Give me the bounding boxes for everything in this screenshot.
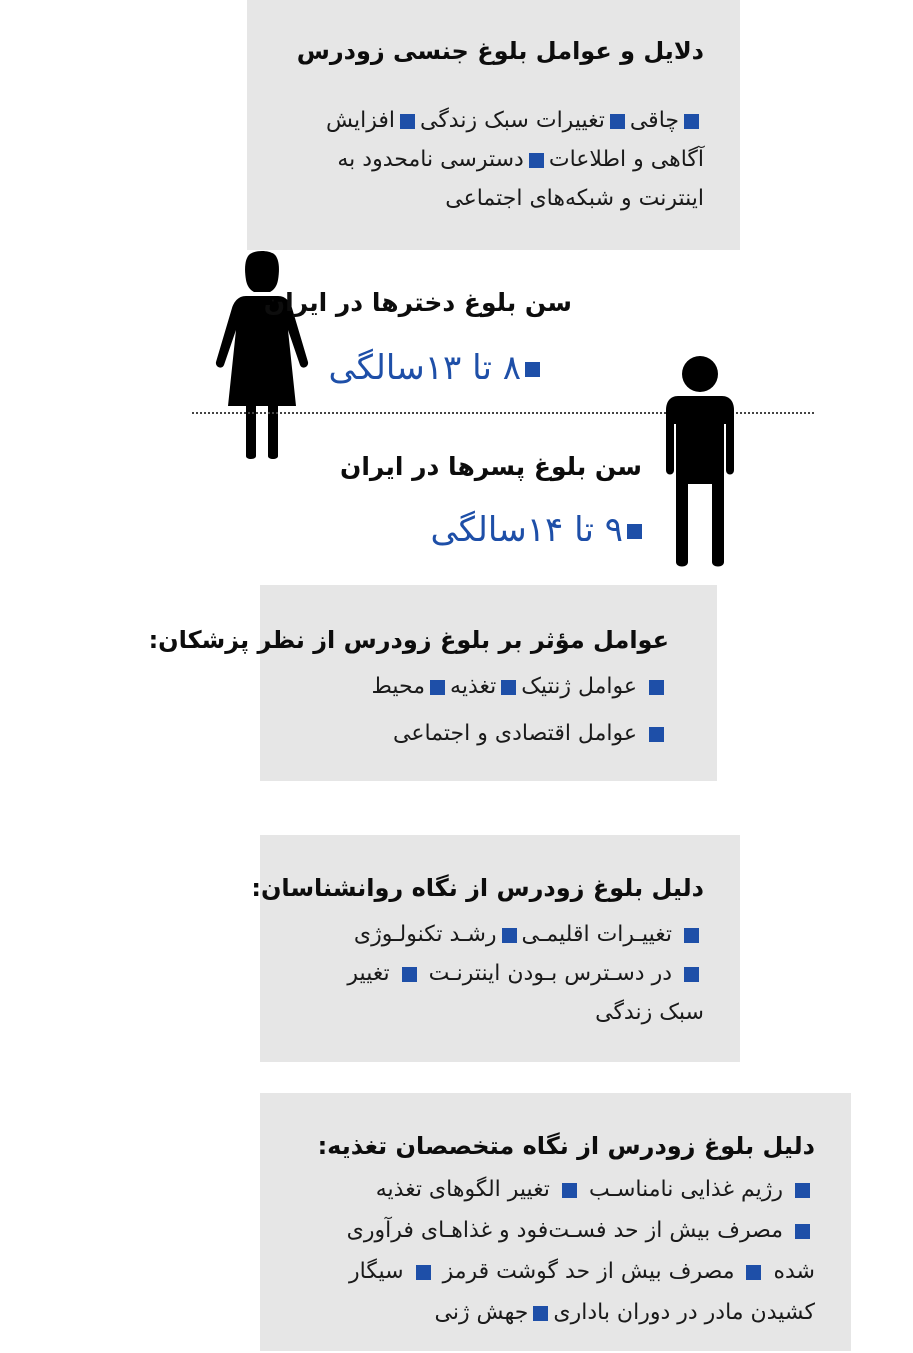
bullet-square-icon (610, 114, 625, 129)
boys-age-text: ۹ تا ۱۴سالگی (430, 510, 623, 550)
nutritionists-panel (260, 1093, 851, 1351)
causes-line-1 (267, 101, 704, 140)
cause-lifestyle: تغییرات سبک زندگی (420, 108, 605, 133)
bullet-square-icon (502, 928, 517, 943)
bullet-square-icon (649, 680, 664, 695)
nutritionists-list (280, 1169, 815, 1333)
bullet-square-icon (416, 1265, 431, 1280)
bullet-square-icon (795, 1183, 810, 1198)
bullet-square-icon (400, 114, 415, 129)
doctors-panel (148, 585, 717, 781)
nutri-line-3 (280, 1251, 815, 1292)
girls-age-title: سن بلوغ دخترها در ایران (263, 288, 572, 317)
doctors-list (280, 667, 669, 753)
reason-mutation: جهش ژنی (434, 1300, 529, 1325)
girls-age-range (300, 348, 540, 388)
bullet-square-icon (649, 727, 664, 742)
reason-climate: تغییـرات اقلیمـی (521, 922, 672, 947)
reason-internet: در دسـترس بـودن اینترنـت (428, 961, 672, 986)
nutri-line-2 (280, 1210, 815, 1251)
cause-obesity: چاقی (629, 108, 679, 133)
causes-panel (247, 0, 740, 250)
doctors-line-2 (280, 714, 669, 753)
reason-bad-diet: رژیم غذایی نامناسـب (588, 1177, 783, 1202)
reason-red-meat: مصرف بیش از حد گوشت قرمز (442, 1259, 735, 1284)
reason-processed-end: شده (773, 1259, 815, 1284)
bullet-square-icon (529, 153, 544, 168)
factor-nutrition: تغذیه (450, 674, 497, 699)
factor-socioeconomic: عوامل اقتصادی و اجتماعی (393, 721, 637, 746)
bullet-square-icon (562, 1183, 577, 1198)
causes-list (267, 101, 704, 218)
bullet-square-icon (684, 967, 699, 982)
doctors-title: عوامل مؤثر بر بلوغ زودرس از نظر پزشکان: (148, 626, 669, 654)
psychologists-title: دلیل بلوغ زودرس از نگاه روانشناسان: (251, 874, 704, 902)
bullet-square-icon (746, 1265, 761, 1280)
psych-line-1 (280, 915, 704, 954)
psych-line-3: سبک زندگی (595, 1000, 704, 1025)
nutri-line-4 (280, 1292, 815, 1333)
female-figure-icon (212, 250, 312, 460)
bullet-square-icon (795, 1224, 810, 1239)
boys-age-title: سن بلوغ پسرها در ایران (340, 452, 642, 481)
reason-technology: رشـد تکنولـوژی (353, 922, 497, 947)
bullet-square-icon (501, 680, 516, 695)
bullet-square-icon (430, 680, 445, 695)
reason-fastfood: مصرف بیش از حد فسـت‌فود و غذاهـای فرآوری (346, 1218, 783, 1243)
reason-change: تغییر (347, 961, 390, 986)
reason-smoking-cont: کشیدن مادر در دوران باداری (553, 1300, 815, 1325)
boys-age-range (430, 510, 642, 550)
bullet-square-icon (533, 1306, 548, 1321)
psychologists-list (280, 915, 704, 1032)
nutritionists-title: دلیل بلوغ زودرس از نگاه متخصصان تغذیه: (317, 1132, 815, 1160)
causes-line-3: اینترنت و شبکه‌های اجتماعی (445, 186, 704, 211)
bullet-square-icon (684, 114, 699, 129)
causes-line-2 (267, 140, 704, 179)
nutri-line-1 (280, 1169, 815, 1210)
bullet-square-icon (627, 524, 642, 539)
girls-age-text: ۸ تا ۱۳سالگی (328, 348, 521, 388)
male-figure-icon (660, 356, 740, 568)
bullet-square-icon (525, 362, 540, 377)
causes-title: دلایل و عوامل بلوغ جنسی زودرس (296, 37, 704, 65)
factor-genetic: عوامل ژنتیک (521, 674, 637, 699)
doctors-line-1 (280, 667, 669, 706)
psychologists-panel (251, 835, 740, 1062)
cause-awareness: آگاهی و اطلاعات (548, 147, 704, 172)
cause-access: دسترسی نامحدود به (337, 147, 524, 172)
cause-increase: افزایش (325, 108, 395, 133)
bullet-square-icon (402, 967, 417, 982)
factor-environment: محیط (371, 674, 426, 699)
psych-line-2 (280, 954, 704, 993)
reason-smoking: سیگار (349, 1259, 404, 1284)
reason-diet-pattern: تغییر الگوهای تغذیه (375, 1177, 550, 1202)
bullet-square-icon (684, 928, 699, 943)
